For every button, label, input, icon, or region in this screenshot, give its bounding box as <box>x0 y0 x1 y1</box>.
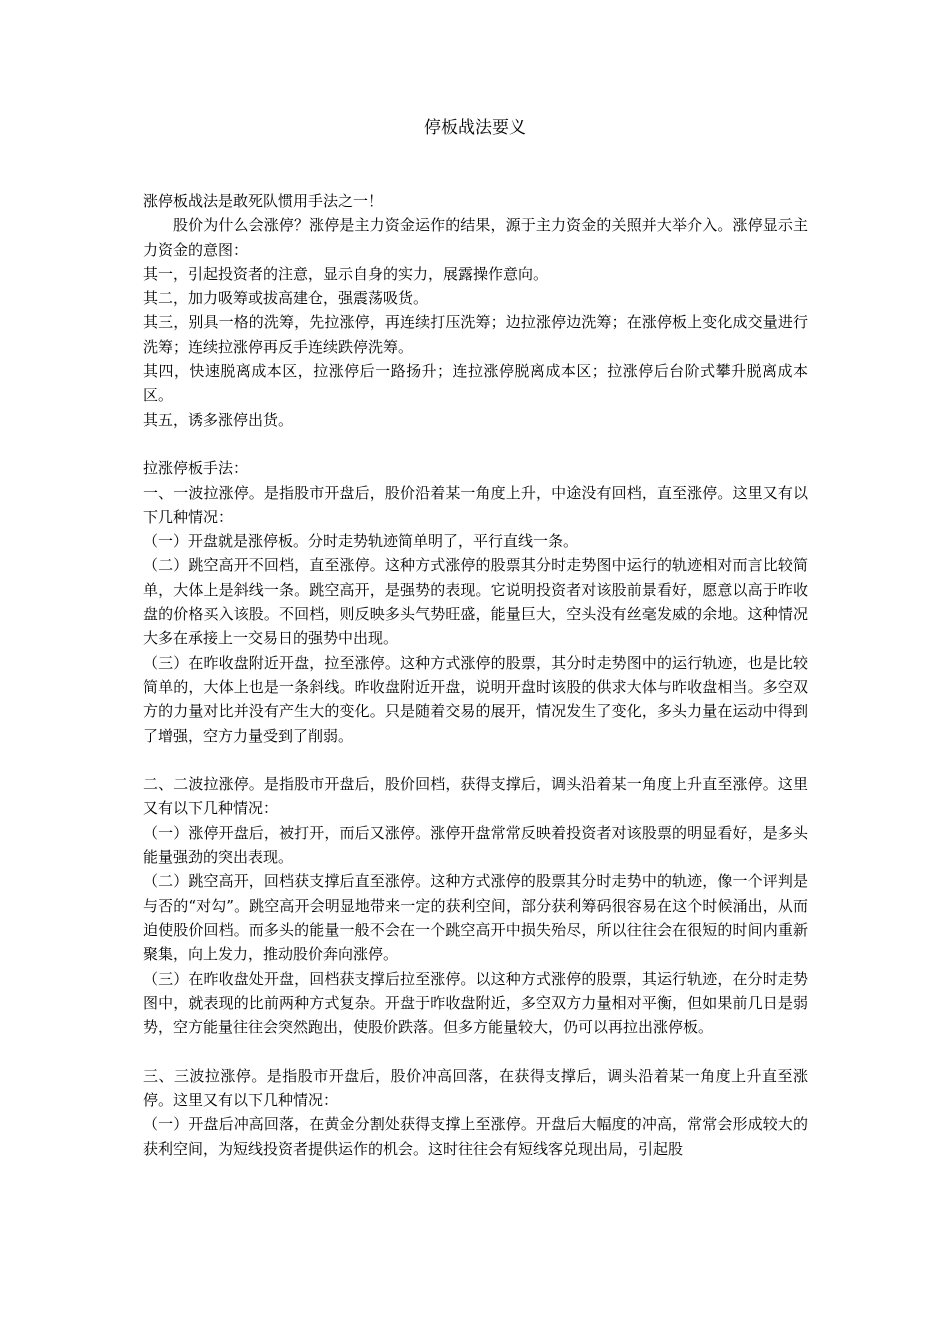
intro-line: 涨停板战法是敢死队惯用手法之一！ <box>143 192 384 210</box>
method-heading: 拉涨停板手法： <box>143 459 249 478</box>
blank-line <box>143 432 808 456</box>
wave2-case-1: （一）涨停开盘后，被打开，而后又涨停。涨停开盘常常反映着投资者对该股票的明显看好，是多头能量强劲的突出表现。 <box>143 823 808 867</box>
wave2-case-2: （二）跳空高开，回档获支撑后直至涨停。这种方式涨停的股票其分时走势中的轨迹，像一个评判是与否的“对勾”。跳空高开会明显地带来一定的获利空间，部分获利筹码很容易在这个时候涌出，从而迫使股价回档。而多头的能量一般不会在一个跳空高开中损失殆尽，所以往往会在很短的时间内重新聚集，向上发力，推动股价奔向涨停。 <box>143 872 808 964</box>
wave1-case-1: （一）开盘就是涨停板。分时走势轨迹简单明了，平行直线一条。 <box>143 532 579 551</box>
intro-paragraph: 股价为什么会涨停？涨停是主力资金运作的结果，源于主力资金的关照并大举介入。涨停显示主力资金的意图： <box>143 216 808 259</box>
wave3-heading: 三、三波拉涨停。是指股市开盘后，股价冲高回落，在获得支撑后，调头沿着某一角度上升直至涨停。这里又有以下几种情况： <box>143 1066 808 1109</box>
blank-line <box>143 1039 808 1063</box>
document-title: 停板战法要义 <box>424 118 526 138</box>
intent-item-3: 其三，别具一格的洗筹，先拉涨停，再连续打压洗筹；边拉涨停边洗筹；在涨停板上变化成交量进行洗筹；连续拉涨停再反手连续跌停洗筹。 <box>143 313 808 356</box>
intent-item-2: 其二，加力吸筹或拔高建仓，强震荡吸货。 <box>143 289 429 308</box>
intent-item-5: 其五，诱多涨停出货。 <box>143 410 294 429</box>
intent-item-1: 其一，引起投资者的注意，显示自身的实力，展露操作意向。 <box>143 264 549 283</box>
document-body <box>143 189 808 1161</box>
wave1-case-3: （三）在昨收盘附近开盘，拉至涨停。这种方式涨停的股票，其分时走势图中的运行轨迹，也是比较简单的，大体上也是一条斜线。昨收盘附近开盘，说明开盘时该股的供求大体与昨收盘相当。多空双方的力量对比并没有产生大的变化。只是随着交易的展开，情况发生了变化，多头力量在运动中得到了增强，空方力量受到了削弱。 <box>143 653 808 745</box>
intent-item-4: 其四，快速脱离成本区，拉涨停后一路扬升；连拉涨停脱离成本区；拉涨停后台阶式攀升脱离成本区。 <box>143 362 808 405</box>
wave3-case-1: （一）开盘后冲高回落，在黄金分割处获得支撑上至涨停。开盘后大幅度的冲高，常常会形成较大的获利空间，为短线投资者提供运作的机会。这时往往会有短线客兑现出局，引起股 <box>143 1115 808 1158</box>
wave2-heading: 二、二波拉涨停。是指股市开盘后，股价回档，获得支撑后，调头沿着某一角度上升直至涨停。这里又有以下几种情况： <box>143 775 808 818</box>
wave1-heading: 一、一波拉涨停。是指股市开盘后，股价沿着某一角度上升，中途没有回档，直至涨停。这里又有以下几种情况： <box>143 483 808 526</box>
wave1-case-2: （二）跳空高开不回档，直至涨停。这种方式涨停的股票其分时走势图中运行的轨迹相对而言比较简单，大体上是斜线一条。跳空高开，是强势的表现。它说明投资者对该股前景看好，愿意以高于昨收盘的价格买入该股。不回档，则反映多头气势旺盛，能量巨大，空头没有丝毫发威的余地。这种情况大多在承接上一交易日的强势中出现。 <box>143 556 808 648</box>
wave2-case-3: （三）在昨收盘处开盘，回档获支撑后拉至涨停。以这种方式涨停的股票，其运行轨迹，在分时走势图中，就表现的比前两种方式复杂。开盘于昨收盘附近，多空双方力量相对平衡，但如果前几日是弱势，空方能量往往会突然跑出，使股价跌落。但多方能量较大，仍可以再拉出涨停板。 <box>143 969 808 1037</box>
blank-line <box>143 748 808 772</box>
